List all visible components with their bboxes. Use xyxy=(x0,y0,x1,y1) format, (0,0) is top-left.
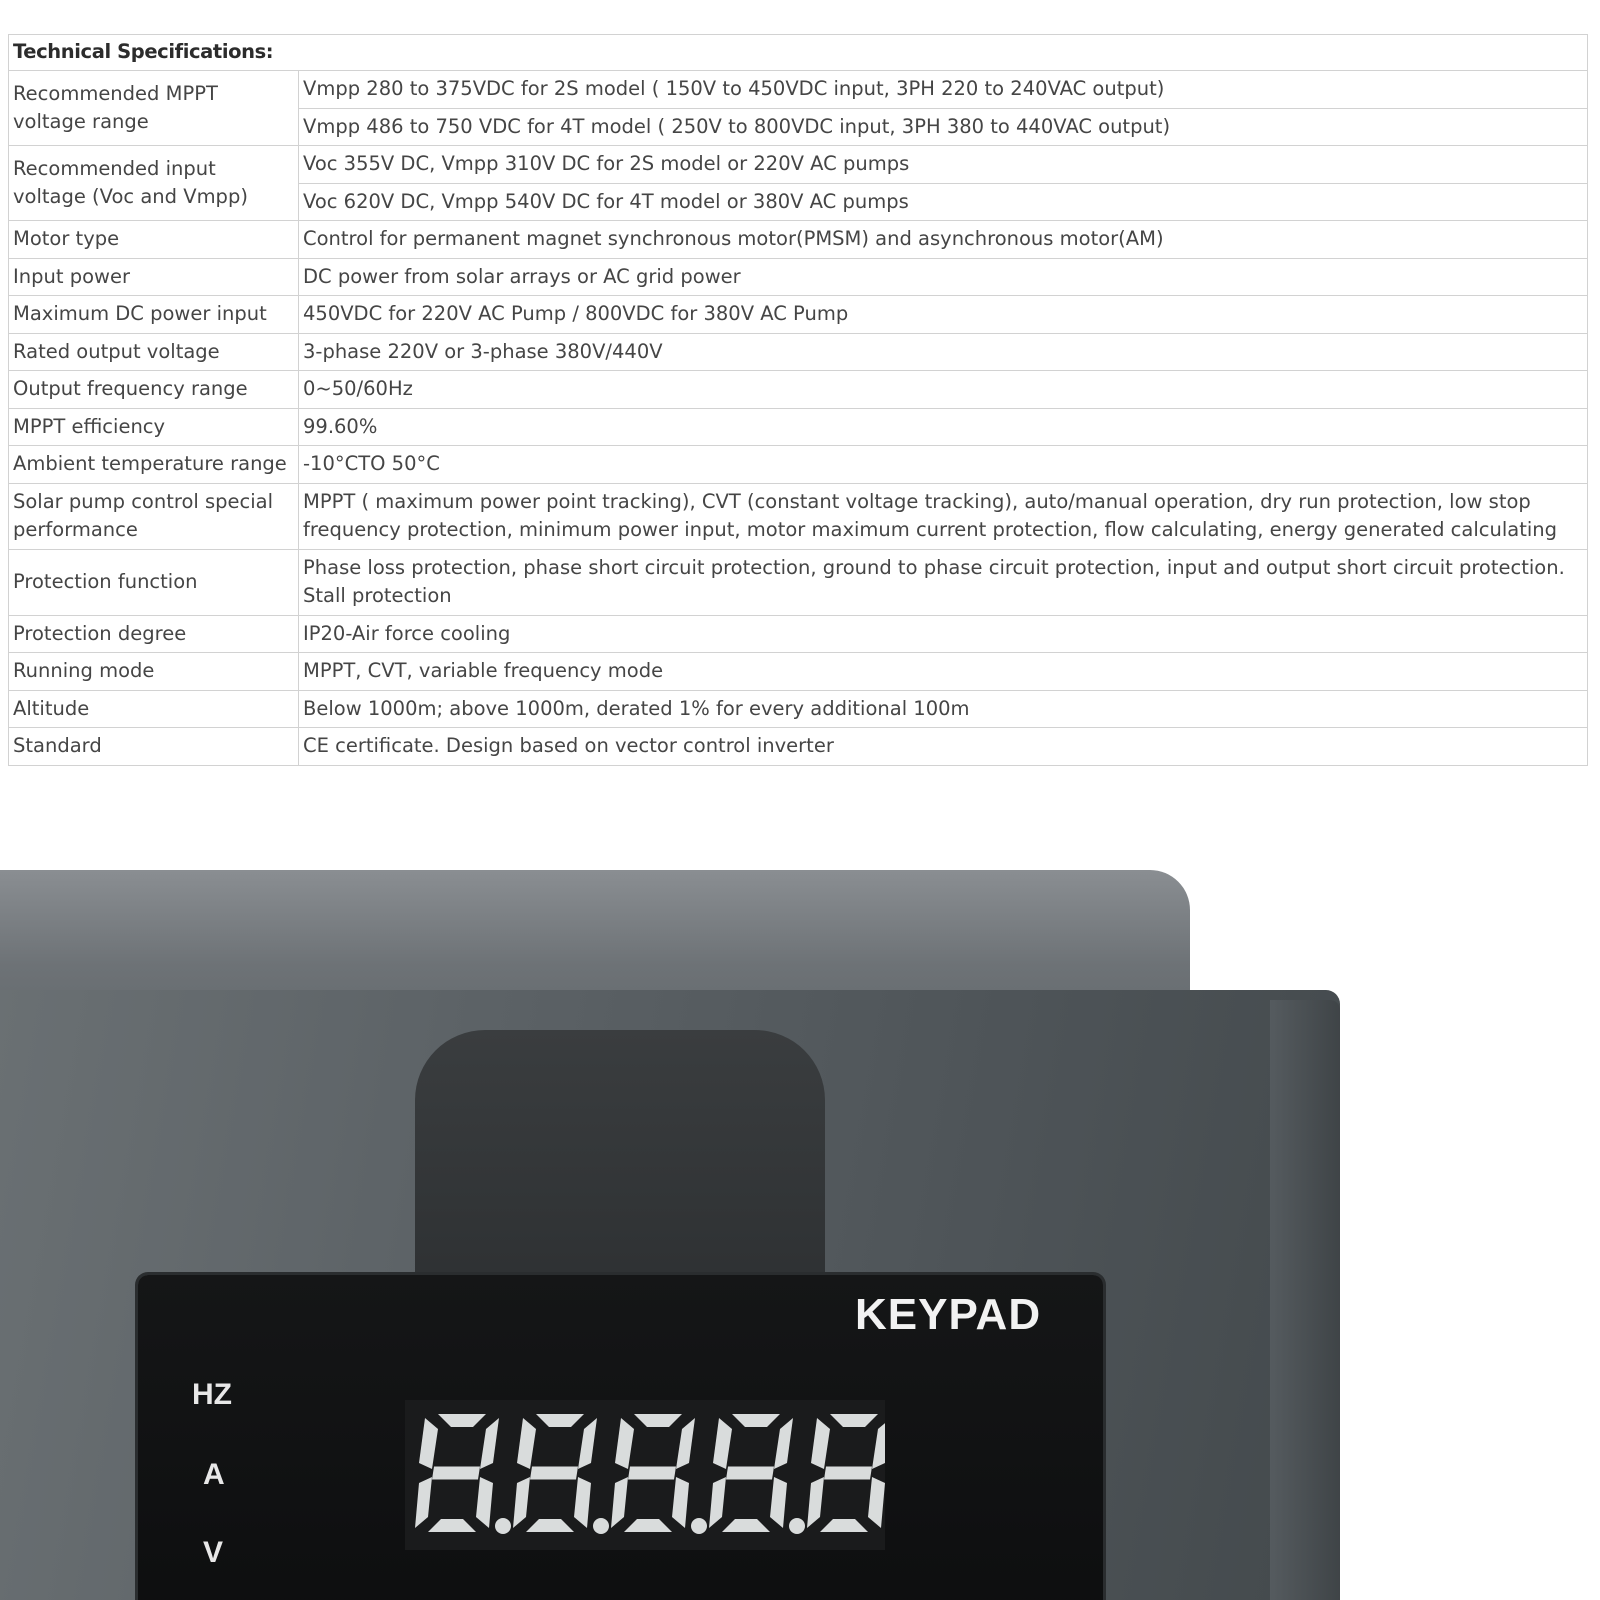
inverter-housing-edge xyxy=(1270,1000,1340,1600)
unit-label-v: V xyxy=(203,1536,224,1569)
display-segment xyxy=(830,1414,878,1427)
spec-label: Input power xyxy=(9,258,299,296)
display-segment xyxy=(419,1418,438,1469)
display-segment xyxy=(732,1414,780,1427)
unit-label-hz: HZ xyxy=(192,1378,232,1411)
spec-label: Ambient temperature range xyxy=(9,446,299,484)
display-segment xyxy=(415,1477,432,1528)
display-segment xyxy=(432,1467,480,1480)
inverter-photo xyxy=(0,850,1600,1600)
display-segment xyxy=(517,1418,536,1469)
spec-value: Vmpp 280 to 375VDC for 2S model ( 150V to 450VDC input, 3PH 220 to 240VAC output) xyxy=(299,71,1588,109)
display-segment xyxy=(872,1418,885,1469)
display-segment xyxy=(536,1414,584,1427)
display-segment xyxy=(611,1477,628,1528)
display-segment xyxy=(770,1477,787,1528)
spec-row xyxy=(9,483,1588,549)
display-decimal-point xyxy=(593,1518,609,1534)
display-segment xyxy=(811,1418,830,1469)
spec-label: Solar pump control special performance xyxy=(9,483,299,549)
spec-row xyxy=(9,258,1588,296)
display-segment xyxy=(526,1519,574,1532)
display-segment xyxy=(634,1414,682,1427)
spec-row xyxy=(9,408,1588,446)
spec-value: MPPT ( maximum power point tracking), CVT (constant voltage tracking), auto/manual operation, dry run protection, low stop frequency protection, minimum power input, motor maximum current protection, flow calculating, energy generated calculating xyxy=(299,483,1588,549)
spec-title-row xyxy=(9,35,1588,71)
spec-title: Technical Specifications: xyxy=(9,35,1588,71)
display-segment xyxy=(513,1477,530,1528)
display-segment xyxy=(774,1418,793,1469)
display-segment xyxy=(824,1467,872,1480)
spec-value: Below 1000m; above 1000m, derated 1% for every additional 100m xyxy=(299,690,1588,728)
spec-value: MPPT, CVT, variable frequency mode xyxy=(299,653,1588,691)
display-segment xyxy=(480,1418,499,1469)
spec-row xyxy=(9,221,1588,259)
spec-label: Running mode xyxy=(9,653,299,691)
spec-row xyxy=(9,653,1588,691)
display-segment xyxy=(726,1467,774,1480)
unit-label-a: A xyxy=(203,1458,225,1491)
display-segment xyxy=(530,1467,578,1480)
spec-value: Voc 355V DC, Vmpp 310V DC for 2S model or 220V AC pumps xyxy=(299,146,1588,184)
display-decimal-point xyxy=(789,1518,805,1534)
display-segment xyxy=(428,1519,476,1532)
display-segment xyxy=(820,1519,868,1532)
spec-value: DC power from solar arrays or AC grid power xyxy=(299,258,1588,296)
spec-row xyxy=(9,549,1588,615)
spec-value: -10°CTO 50°C xyxy=(299,446,1588,484)
spec-value: IP20-Air force cooling xyxy=(299,615,1588,653)
spec-label: Standard xyxy=(9,728,299,766)
spec-label: Protection function xyxy=(9,549,299,615)
seven-segment-display xyxy=(405,1400,885,1550)
spec-value: Voc 620V DC, Vmpp 540V DC for 4T model or 380V AC pumps xyxy=(299,183,1588,221)
spec-label: MPPT efficiency xyxy=(9,408,299,446)
spec-label: Altitude xyxy=(9,690,299,728)
spec-value: CE certificate. Design based on vector control inverter xyxy=(299,728,1588,766)
spec-row xyxy=(9,146,1588,184)
spec-label: Maximum DC power input xyxy=(9,296,299,334)
segment-digits xyxy=(405,1400,885,1550)
display-digit xyxy=(709,1414,805,1534)
spec-row xyxy=(9,296,1588,334)
display-digit xyxy=(513,1414,609,1534)
display-segment xyxy=(628,1467,676,1480)
keypad-label: KEYPAD xyxy=(855,1290,1042,1339)
display-digit xyxy=(611,1414,707,1534)
spec-value: 99.60% xyxy=(299,408,1588,446)
spec-row xyxy=(9,446,1588,484)
spec-value: 0~50/60Hz xyxy=(299,371,1588,409)
display-decimal-point xyxy=(495,1518,511,1534)
display-segment xyxy=(709,1477,726,1528)
display-segment xyxy=(615,1418,634,1469)
spec-value: Phase loss protection, phase short circuit protection, ground to phase circuit protection, input and output short circuit protection. Stall protection xyxy=(299,549,1588,615)
display-segment xyxy=(574,1477,591,1528)
spec-value: 3-phase 220V or 3-phase 380V/440V xyxy=(299,333,1588,371)
spec-label: Recommended MPPT voltage range xyxy=(9,71,299,146)
display-segment xyxy=(676,1418,695,1469)
spec-row xyxy=(9,728,1588,766)
spec-row xyxy=(9,71,1588,109)
spec-row xyxy=(9,371,1588,409)
display-segment xyxy=(722,1519,770,1532)
spec-row xyxy=(9,690,1588,728)
spec-label: Output frequency range xyxy=(9,371,299,409)
spec-value: Control for permanent magnet synchronous motor(PMSM) and asynchronous motor(AM) xyxy=(299,221,1588,259)
display-segment xyxy=(438,1414,486,1427)
spec-value: 450VDC for 220V AC Pump / 800VDC for 380V AC Pump xyxy=(299,296,1588,334)
spec-label: Motor type xyxy=(9,221,299,259)
display-digit xyxy=(415,1414,511,1534)
spec-label: Recommended input voltage (Voc and Vmpp) xyxy=(9,146,299,221)
spec-label: Rated output voltage xyxy=(9,333,299,371)
display-digit xyxy=(807,1414,885,1534)
display-segment xyxy=(578,1418,597,1469)
spec-row xyxy=(9,615,1588,653)
spec-label: Protection degree xyxy=(9,615,299,653)
display-decimal-point xyxy=(691,1518,707,1534)
display-segment xyxy=(868,1477,885,1528)
display-segment xyxy=(624,1519,672,1532)
display-segment xyxy=(713,1418,732,1469)
spec-value: Vmpp 486 to 750 VDC for 4T model ( 250V to 800VDC input, 3PH 380 to 440VAC output) xyxy=(299,108,1588,146)
display-segment xyxy=(672,1477,689,1528)
keypad-mount-tab xyxy=(415,1030,825,1290)
display-segment xyxy=(476,1477,493,1528)
technical-specifications-table xyxy=(8,34,1588,766)
display-segment xyxy=(807,1477,824,1528)
spec-row xyxy=(9,333,1588,371)
